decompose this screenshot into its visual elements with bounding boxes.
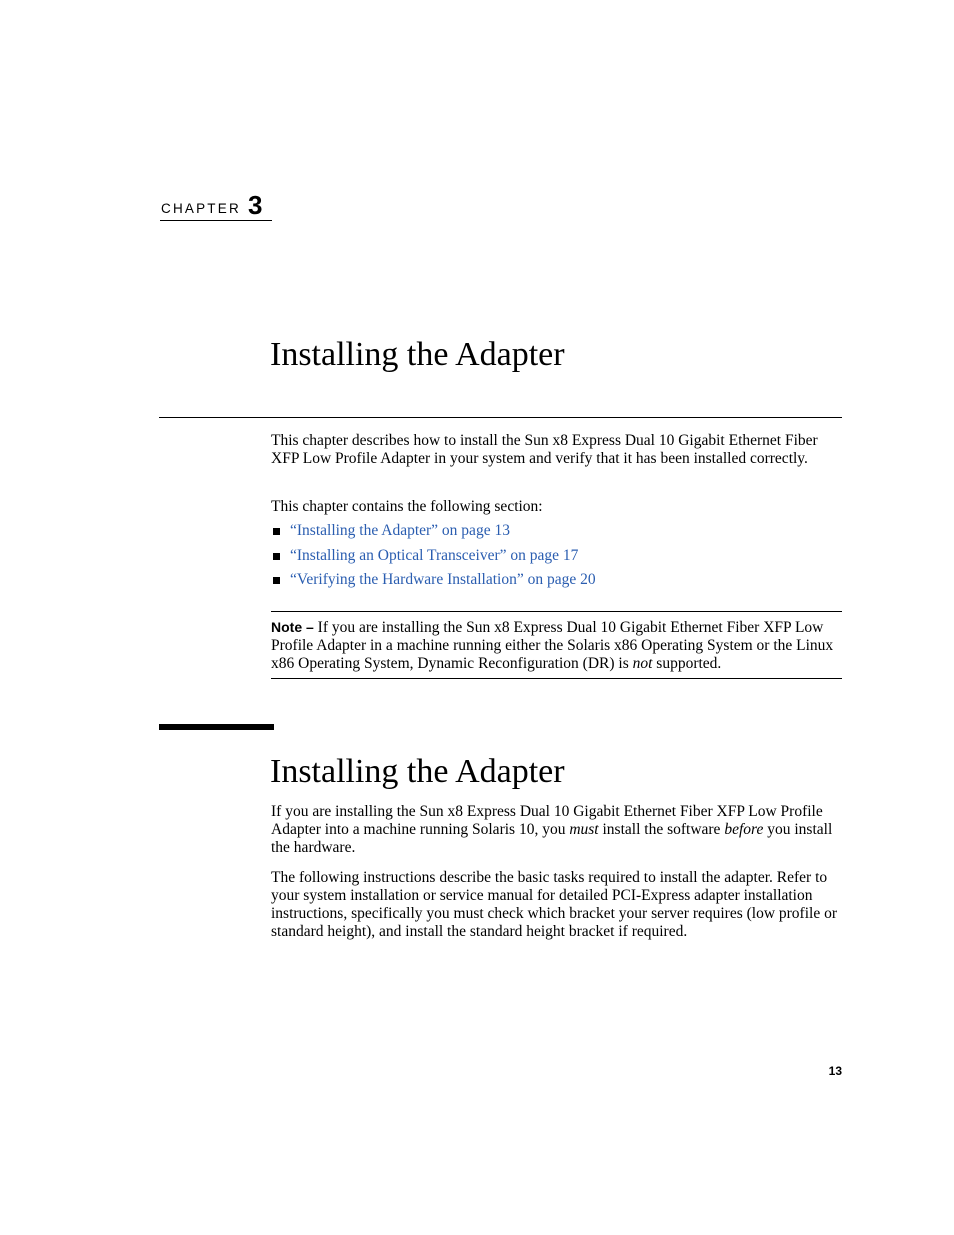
- chapter-title: Installing the Adapter: [270, 336, 565, 373]
- chapter-label: [160, 190, 272, 221]
- section-p1-mid: install the software: [602, 821, 721, 838]
- list-item: [271, 522, 842, 547]
- note-emphasis: not: [632, 655, 653, 672]
- link-installing-optical-transceiver[interactable]: “Installing an Optical Transceiver” on page 17: [290, 546, 579, 564]
- page-number: 13: [828, 1064, 842, 1078]
- section-p1-text: If you are installing the Sun x8 Express Dual 10 Gigabit Ethernet Fiber XFP Low Profile Adapter into a machine running Solaris 10, you: [271, 803, 823, 838]
- section-heading: Installing the Adapter: [270, 753, 565, 790]
- section-paragraph-2: The following instructions describe the basic tasks required to install the adapter. Refer to your system installation or service manual for detailed PCI-Express adapter installation instructions, specifically you must check which bracket your server requires (low profile or standard height), and install the standard height bracket if required.: [271, 869, 837, 940]
- section-p1-end: you install the hardware.: [271, 821, 833, 856]
- chapter-word: CHAPTER: [161, 201, 241, 216]
- chapter-number: 3: [248, 190, 263, 220]
- note-box: [271, 611, 842, 679]
- list-item: [271, 547, 842, 572]
- section-bar: [159, 724, 274, 730]
- link-verifying-hardware-installation[interactable]: “Verifying the Hardware Installation” on page 20: [290, 571, 596, 588]
- note-label: Note –: [271, 619, 314, 635]
- bullet-square-icon: [273, 553, 280, 560]
- note-text: [271, 618, 843, 673]
- section-link-list: [271, 522, 842, 596]
- intro-paragraph: This chapter describes how to install the Sun x8 Express Dual 10 Gigabit Ethernet Fiber XFP Low Profile Adapter in your system and verify that it has been installed correctly.: [271, 432, 818, 467]
- note-body-end: supported.: [656, 655, 722, 672]
- note-body: If you are installing the Sun x8 Express Dual 10 Gigabit Ethernet Fiber XFP Low Profile Adapter in a machine running either the Solaris x86 Operating System or the Linux x86 Operating System, Dynamic Reconfiguration (DR) is: [271, 619, 834, 672]
- bullet-square-icon: [273, 577, 280, 584]
- emphasis-before: before: [724, 821, 764, 838]
- contents-intro: This chapter contains the following section:: [271, 498, 543, 515]
- link-installing-adapter[interactable]: “Installing the Adapter” on page 13: [290, 522, 510, 539]
- bullet-square-icon: [273, 528, 280, 535]
- emphasis-must: must: [569, 821, 599, 838]
- list-item: [271, 571, 842, 596]
- section-paragraph-1: [271, 803, 843, 857]
- title-rule: [159, 417, 842, 418]
